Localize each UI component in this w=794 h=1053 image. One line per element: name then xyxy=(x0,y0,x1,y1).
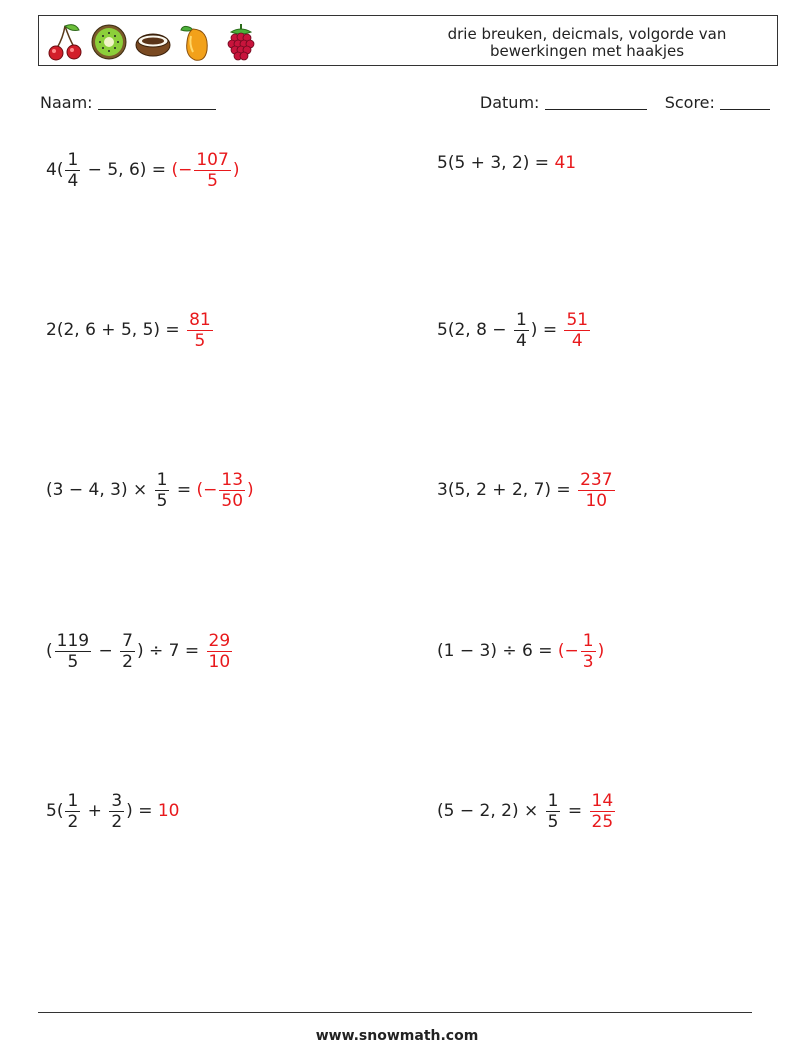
numerator: 107 xyxy=(196,149,229,170)
fraction xyxy=(514,310,529,351)
denominator: 5 xyxy=(156,490,168,511)
numerator: 13 xyxy=(221,469,244,490)
denominator: 50 xyxy=(221,490,244,511)
problem-9 xyxy=(46,783,180,839)
answer-text: (− xyxy=(171,160,193,180)
expression-text: 5(5 + 3, 2) = xyxy=(437,153,555,173)
numerator: 1 xyxy=(156,469,168,490)
problem-3 xyxy=(46,302,215,358)
numerator: 51 xyxy=(566,309,589,330)
expression-text: (5 − 2, 2) × xyxy=(437,801,544,821)
expression-text: 4( xyxy=(46,160,64,180)
denominator: 2 xyxy=(122,651,133,672)
problem-5 xyxy=(46,462,254,518)
worksheet-title xyxy=(437,26,737,60)
answer-fraction xyxy=(578,470,614,511)
answer-fraction xyxy=(187,310,213,351)
numerator: 1 xyxy=(547,790,559,811)
score-blank[interactable] xyxy=(720,93,770,110)
denominator: 3 xyxy=(582,651,594,672)
answer-text: (− xyxy=(196,480,218,500)
denominator: 5 xyxy=(547,811,559,832)
numerator: 3 xyxy=(111,790,123,811)
expression-text: − xyxy=(93,641,119,661)
problem-6 xyxy=(437,462,617,518)
answer-fraction xyxy=(564,310,590,351)
numerator: 29 xyxy=(208,630,231,651)
problem-4 xyxy=(437,302,592,358)
date-score-fields xyxy=(480,93,770,112)
date-label: Datum: xyxy=(479,93,540,112)
denominator: 10 xyxy=(208,651,231,672)
answer-fraction xyxy=(590,791,616,832)
fraction xyxy=(120,631,135,672)
expression-text: ) = xyxy=(530,320,563,340)
fraction xyxy=(65,150,80,191)
score-label: Score: xyxy=(664,93,715,112)
expression-text: 5( xyxy=(46,801,64,821)
answer-fraction xyxy=(207,631,233,672)
expression-text: (1 − 3) ÷ 6 = xyxy=(437,641,558,661)
expression-text: ) ÷ 7 = xyxy=(136,641,205,661)
numerator: 81 xyxy=(189,309,211,330)
name-blank[interactable] xyxy=(98,93,216,110)
answer-fraction xyxy=(219,470,245,511)
expression-text: (3 − 4, 3) × xyxy=(46,480,153,500)
header-box xyxy=(38,15,778,66)
answer-fraction xyxy=(194,150,230,191)
title-line-1: drie breuken, deicmals, volgorde van xyxy=(447,25,727,43)
numerator: 119 xyxy=(56,630,90,651)
fraction xyxy=(155,470,170,511)
expression-text: ( xyxy=(46,641,53,661)
fraction xyxy=(546,791,561,832)
mango-icon xyxy=(177,20,217,64)
answer-text: ) xyxy=(232,160,240,180)
numerator: 1 xyxy=(67,149,79,170)
name-label: Naam: xyxy=(40,93,93,112)
denominator: 4 xyxy=(571,330,583,351)
expression-text: 3(5, 2 + 2, 7) = xyxy=(437,480,577,500)
title-line-2: bewerkingen met haakjes xyxy=(489,42,685,60)
numerator: 237 xyxy=(580,469,613,490)
problem-2 xyxy=(437,135,576,191)
answer-text: (− xyxy=(557,641,579,661)
denominator: 5 xyxy=(194,330,206,351)
footer-divider xyxy=(38,1012,752,1013)
problem-7 xyxy=(46,623,234,679)
fruit-icons xyxy=(45,20,261,64)
kiwi-icon xyxy=(89,20,129,64)
problem-10 xyxy=(437,783,617,839)
denominator: 10 xyxy=(585,490,608,511)
numerator: 1 xyxy=(67,790,79,811)
expression-text: = xyxy=(562,801,588,821)
date-blank[interactable] xyxy=(545,93,647,110)
expression-text: + xyxy=(82,801,108,821)
denominator: 25 xyxy=(591,811,614,832)
raspberry-icon xyxy=(221,20,261,64)
denominator: 5 xyxy=(207,170,218,191)
problem-1 xyxy=(46,142,239,198)
numerator: 14 xyxy=(591,790,614,811)
expression-text: 5(2, 8 − xyxy=(437,320,512,340)
footer-url: www.snowmath.com xyxy=(315,1028,479,1044)
denominator: 5 xyxy=(67,651,79,672)
denominator: 2 xyxy=(111,811,123,832)
expression-text: 2(2, 6 + 5, 5) = xyxy=(46,320,186,340)
numerator: 7 xyxy=(122,630,133,651)
problem-8 xyxy=(437,623,604,679)
cherries-icon xyxy=(45,20,85,64)
name-field xyxy=(40,93,216,112)
answer-text: 41 xyxy=(554,153,577,173)
denominator: 2 xyxy=(67,811,79,832)
numerator: 1 xyxy=(515,309,527,330)
fraction xyxy=(109,791,124,832)
numerator: 1 xyxy=(582,630,594,651)
answer-text: 10 xyxy=(157,801,180,821)
expression-text: = xyxy=(171,480,197,500)
fraction xyxy=(65,791,80,832)
denominator: 4 xyxy=(67,170,79,191)
expression-text: − 5, 6) = xyxy=(82,160,172,180)
answer-text: ) xyxy=(597,641,605,661)
fraction xyxy=(55,631,91,672)
answer-fraction xyxy=(581,631,596,672)
expression-text: ) = xyxy=(126,801,158,821)
denominator: 4 xyxy=(515,330,527,351)
coconut-icon xyxy=(133,20,173,64)
answer-text: ) xyxy=(247,480,254,500)
